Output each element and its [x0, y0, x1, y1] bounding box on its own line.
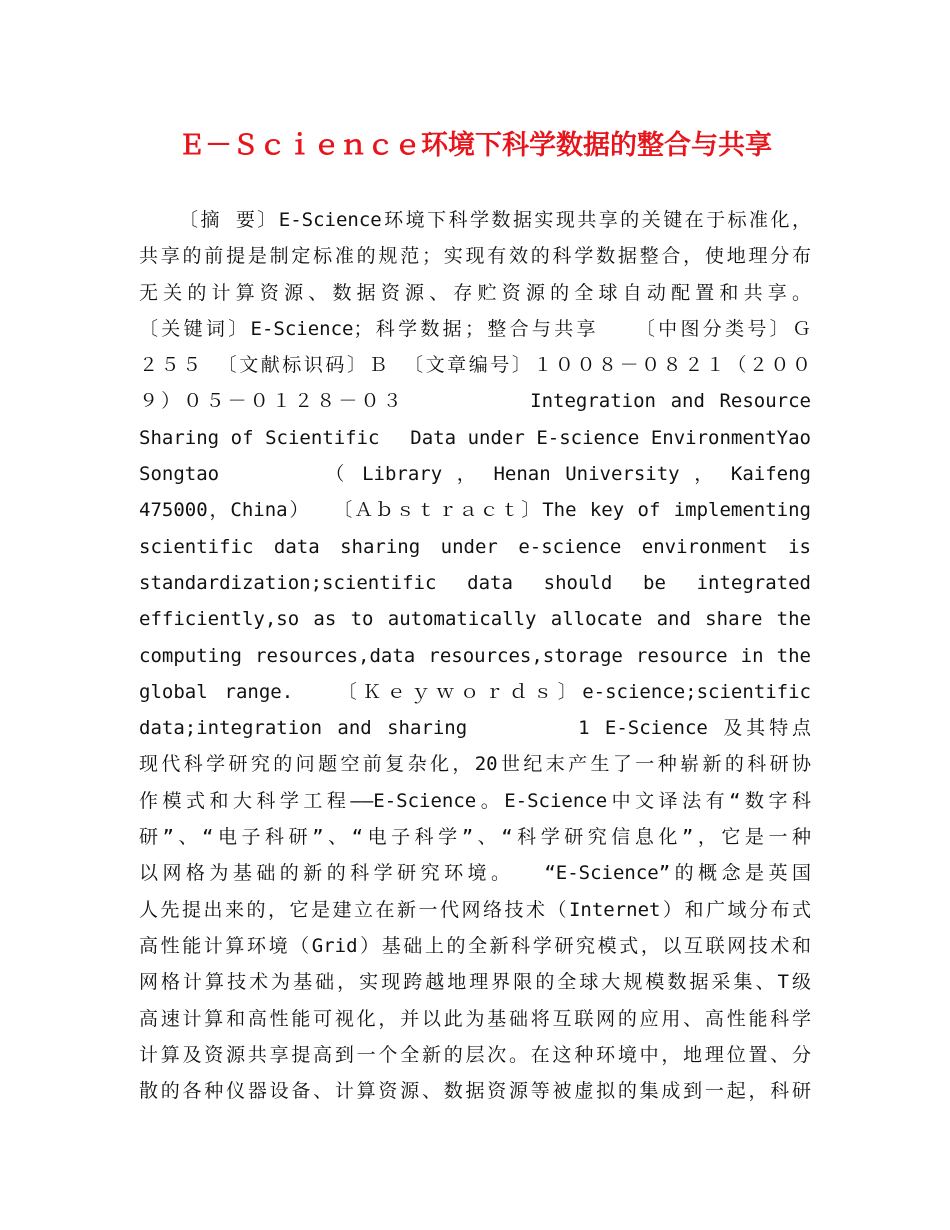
body-line: 无关的计算资源、数据资源、存贮资源的全球自动配置和共享。 — [139, 281, 811, 304]
body-line: 〔摘 要〕E-Science环境下科学数据实现共享的关键在于标准化， — [179, 209, 811, 231]
body-line: ９）０５－０１２８－０３ Integration and Resource — [139, 390, 811, 413]
body-line: efficiently,so as to automatically allocate and share the — [139, 608, 811, 631]
body-line: global range. 〔Ｋｅｙｗｏｒｄｓ〕e-science;scientific — [139, 680, 811, 703]
body-line: 人先提出来的，它是建立在新一代网络技术（Internet）和广域分布式 — [139, 898, 811, 921]
body-line: Sharing of Scientific Data under E-science EnvironmentYao — [139, 426, 811, 449]
body-line: data;integration and sharing 1 E-Science 及其特点 — [139, 717, 811, 740]
body-line: 共享的前提是制定标准的规范；实现有效的科学数据整合，使地理分布 — [139, 245, 811, 268]
body-line: 高速计算和高性能可视化，并以此为基础将互联网的应用、高性能科学 — [139, 1007, 811, 1030]
body-line: ２５５ 〔文献标识码〕Ｂ 〔文章编号〕１００８－０８２１（２００ — [139, 354, 811, 377]
body-line: Songtao （ Library ， Henan University ， Kaifeng — [139, 463, 811, 486]
body-line: scientific data sharing under e-science environment is — [139, 535, 811, 558]
body-line: standardization;scientific data should be integrated — [139, 571, 811, 594]
document-title: Ｅ－Ｓｃｉｅｎｃｅ环境下科学数据的整合与共享 — [178, 130, 772, 161]
body-line: 高性能计算环境（Grid）基础上的全新科学研究模式，以互联网技术和 — [139, 934, 811, 957]
body-line: 网格计算技术为基础，实现跨越地理界限的全球大规模数据采集、T级 — [139, 971, 811, 994]
body-line: 以网格为基础的新的科学研究环境。 “E-Science”的概念是英国 — [139, 862, 811, 885]
body-line: computing resources,data resources,storage resource in the — [139, 644, 811, 667]
body-line: 研”、“电子科研”、“电子科学”、“科学研究信息化”，它是一种 — [139, 826, 811, 849]
body-line: 计算及资源共享提高到一个全新的层次。在这种环境中，地理位置、分 — [139, 1043, 811, 1066]
body-line: 作模式和大科学工程——E-Science。E-Science中文译法有“数字科 — [139, 789, 811, 812]
body-line: 散的各种仪器设备、计算资源、数据资源等被虚拟的集成到一起，科研 — [139, 1080, 811, 1103]
body-line: 475000，China） 〔Ａｂｓｔｒａｃｔ〕The key of implementing — [139, 499, 811, 522]
document-body — [139, 202, 811, 1109]
body-line: 〔关键词〕E-Science；科学数据；整合与共享 〔中图分类号〕Ｇ — [139, 317, 811, 340]
body-line: 现代科学研究的问题空前复杂化，20世纪末产生了一种崭新的科研协 — [139, 753, 811, 776]
